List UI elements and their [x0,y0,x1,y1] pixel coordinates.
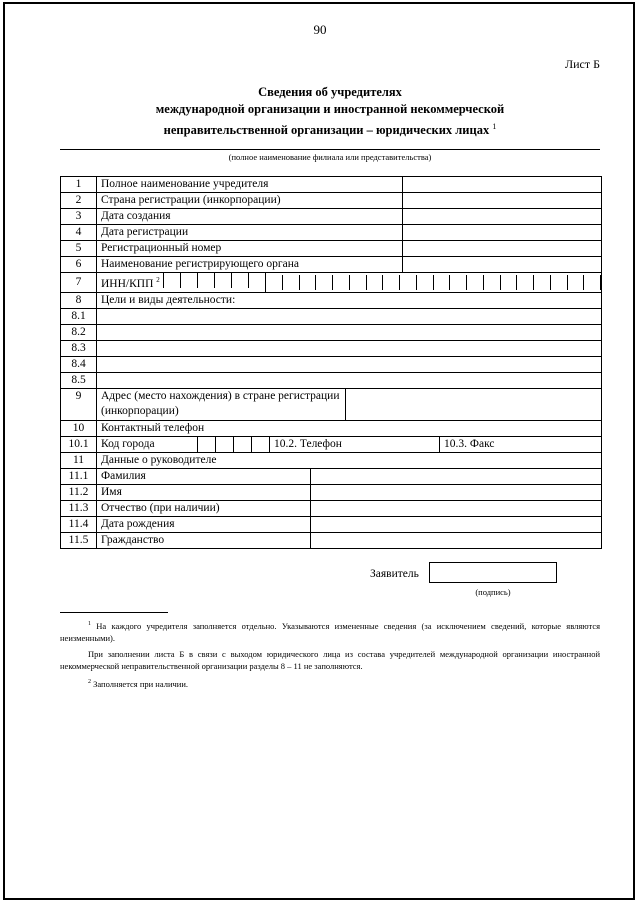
table-row [61,388,602,420]
row-label: Дата создания [97,209,403,225]
title-line-2: международной организации и иностранной некоммерческой [155,102,505,116]
row-number: 10 [61,420,97,436]
table-row [61,516,602,532]
row-label: Дата регистрации [97,225,403,241]
footnotes [60,618,600,693]
footnote-2-text: Заполняется при наличии. [93,678,188,689]
table-row [61,209,602,225]
last-name-field[interactable] [311,468,602,484]
table-row [61,436,602,452]
city-code-label: Код города [101,437,155,450]
inn-kpp-label [101,273,163,292]
table-row [61,484,602,500]
address-field[interactable] [346,388,602,420]
form-title [60,84,600,139]
founder-info-table [60,176,602,549]
activity-field-4[interactable] [97,356,602,372]
table-row [61,273,602,293]
row-number: 6 [61,257,97,273]
row-number: 8.5 [61,372,97,388]
table-row [61,225,602,241]
row-number: 11.3 [61,500,97,516]
row-label: Наименование регистрирующего органа [97,257,403,273]
title-line-3-text: неправительственной организации – юридических лицах [163,123,490,138]
birth-date-field[interactable] [311,516,602,532]
sheet-label: Лист Б [564,57,600,71]
row-label: Контактный телефон [97,420,602,436]
row-number: 8.2 [61,324,97,340]
registering-authority-field[interactable] [403,257,602,273]
page-number: 90 [313,22,327,37]
activity-field-3[interactable] [97,340,602,356]
activity-field-2[interactable] [97,324,602,340]
patronymic-field[interactable] [311,500,602,516]
table-row [61,308,602,324]
title-line-1: Сведения об учредителях [258,85,402,99]
phone-label: 10.2. Телефон [270,437,440,452]
table-row [61,356,602,372]
footnote-1 [60,618,600,645]
footnote-2 [60,676,600,690]
inn-cells[interactable] [163,273,249,288]
table-row [61,452,602,468]
city-code-cells[interactable] [197,437,270,452]
row-label: Цели и виды деятельности: [97,292,602,308]
activity-field-5[interactable] [97,372,602,388]
row-label: Имя [97,484,311,500]
row-number: 11.1 [61,468,97,484]
branch-name-field[interactable] [60,149,600,150]
footnote-2-ref: 2 [88,678,91,685]
title-footnote-ref: 1 [492,122,497,131]
row-label: Полное наименование учредителя [97,177,403,193]
row-label: Фамилия [97,468,311,484]
row-label: Страна регистрации (инкорпорации) [97,193,403,209]
registration-number-field[interactable] [403,241,602,257]
row-number: 11.5 [61,532,97,548]
table-row [61,532,602,548]
row-number: 11.2 [61,484,97,500]
table-row [61,500,602,516]
row-number: 5 [61,241,97,257]
row-label: Гражданство [97,532,311,548]
footnote-1-text: На каждого учредителя заполняется отдельно. Указываются измененные сведения (за исключением сведений, которые являются неизменными). [60,620,600,644]
table-row [61,372,602,388]
table-row [61,420,602,436]
activity-field-1[interactable] [97,308,602,324]
row-label: Отчество (при наличии) [97,500,311,516]
inn-kpp-footnote-ref: 2 [156,276,160,284]
table-row [61,468,602,484]
row-number: 11.4 [61,516,97,532]
footnote-1-continued: При заполнении листа Б в связи с выходом юридического лица из состава учредителей международной организации иностранной некоммерческой неправительственной организации разделы 8 – 11 не заполняются. [60,648,600,672]
table-row [61,177,602,193]
row-label [97,273,266,293]
inn-kpp-cells[interactable] [266,273,602,293]
row-number: 3 [61,209,97,225]
fax-label: 10.3. Факс [444,437,495,450]
table-row [61,193,602,209]
registration-country-field[interactable] [403,193,602,209]
row-label: Адрес (место нахождения) в стране регистрации (инкорпорации) [97,388,346,420]
row-number: 7 [61,273,97,293]
signature-field[interactable] [429,562,557,583]
footnote-1-ref: 1 [88,621,91,627]
row-label: Данные о руководителе [97,452,602,468]
signature-caption: (подпись) [475,587,511,597]
row-label: Регистрационный номер [97,241,403,257]
row-number: 8.1 [61,308,97,324]
table-row [61,292,602,308]
phone-row [97,436,602,452]
row-number: 9 [61,388,97,420]
row-number: 10.1 [61,436,97,452]
row-number: 11 [61,452,97,468]
footnote-divider [60,612,168,613]
table-row [61,340,602,356]
row-label: Дата рождения [97,516,311,532]
row-number: 8 [61,292,97,308]
table-row [61,257,602,273]
inn-kpp-label-text: ИНН/КПП [101,277,154,290]
table-row [61,324,602,340]
table-row [61,241,602,257]
founder-full-name-field[interactable] [403,177,602,193]
row-number: 8.3 [61,340,97,356]
applicant-label: Заявитель [370,568,419,580]
registration-date-field[interactable] [403,225,602,241]
row-number: 1 [61,177,97,193]
row-number: 8.4 [61,356,97,372]
creation-date-field[interactable] [403,209,602,225]
citizenship-field[interactable] [311,532,602,548]
row-number: 4 [61,225,97,241]
title-line-3 [60,118,600,139]
branch-name-caption: (полное наименование филиала или представительства) [228,152,432,162]
first-name-field[interactable] [311,484,602,500]
row-number: 2 [61,193,97,209]
